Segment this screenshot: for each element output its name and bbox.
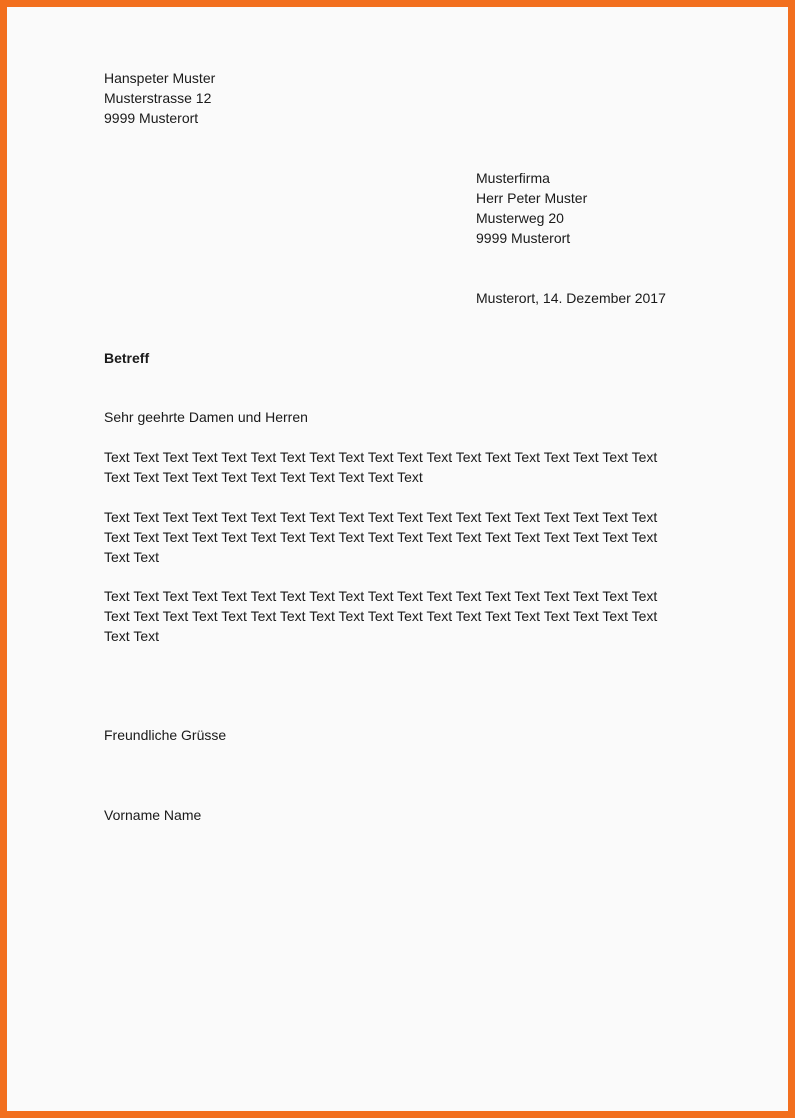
salutation	[104, 407, 308, 427]
body-paragraph-1	[104, 447, 724, 487]
paragraph-line: Text Text	[104, 549, 159, 565]
paragraph-line: Text Text Text Text Text Text Text Text Text Text Text Text Text Text Text Text Text Text Text	[104, 529, 658, 545]
salutation-text: Sehr geehrte Damen und Herren	[104, 409, 308, 425]
closing	[104, 725, 226, 745]
signature-text: Vorname Name	[104, 807, 202, 823]
sender-city: 9999 Musterort	[104, 110, 199, 126]
sender-street: Musterstrasse 12	[104, 90, 212, 106]
paragraph-line: Text Text	[104, 628, 159, 644]
subject-text: Betreff	[104, 350, 150, 366]
body-paragraph-2	[104, 507, 724, 567]
sender-name: Hanspeter Muster	[104, 70, 216, 86]
paragraph-line: Text Text Text Text Text Text Text Text Text Text Text Text Text Text Text Text Text Text Text	[104, 509, 658, 525]
recipient-street: Musterweg 20	[476, 210, 564, 226]
date-line: Musterort, 14. Dezember 2017	[476, 290, 666, 306]
paragraph-line: Text Text Text Text Text Text Text Text Text Text Text	[104, 469, 423, 485]
paragraph-line: Text Text Text Text Text Text Text Text Text Text Text Text Text Text Text Text Text Text Text	[104, 588, 658, 604]
letter-page	[14, 14, 795, 1118]
sender-address	[104, 68, 215, 128]
recipient-person: Herr Peter Muster	[476, 190, 588, 206]
paragraph-line: Text Text Text Text Text Text Text Text Text Text Text Text Text Text Text Text Text Text Text	[104, 449, 658, 465]
signature-name	[104, 805, 201, 825]
recipient-address	[476, 168, 587, 248]
recipient-city: 9999 Musterort	[476, 230, 571, 246]
paragraph-line: Text Text Text Text Text Text Text Text Text Text Text Text Text Text Text Text Text Text Text	[104, 608, 658, 624]
recipient-company: Musterfirma	[476, 170, 550, 186]
letter-date	[476, 288, 666, 308]
closing-text: Freundliche Grüsse	[104, 727, 227, 743]
body-paragraph-3	[104, 586, 724, 646]
subject-line	[104, 348, 149, 368]
